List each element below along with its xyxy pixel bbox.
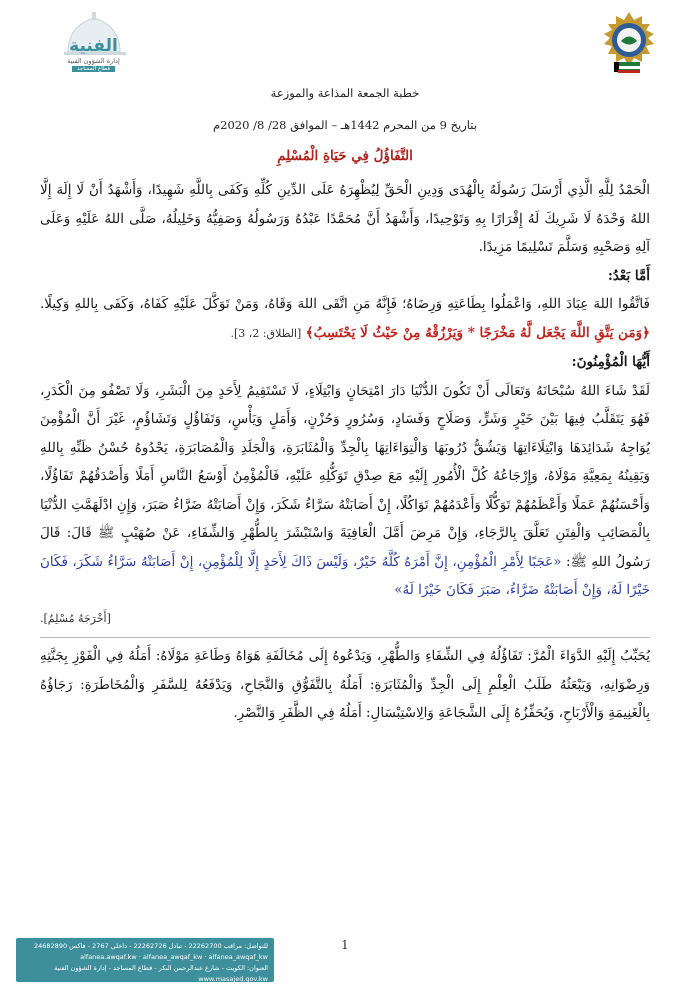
quran-verse: ﴿وَمَن يَتَّقِ اللَّهَ يَجْعَل لَّهُ مَخْرَجًا * وَيَرْزُقْهُ مِنْ حَيْثُ لَا يَحْتَسِبُ﴾ [305,324,650,341]
section-heading-believers: أَيُّهَا الْمُؤْمِنُونَ: [571,354,650,370]
footer-address: العنوان: الكويت - شارع عبدالرحمن البكر - قطاع المساجد - إدارة الشؤون الفنية [54,964,268,972]
section-heading-amma-bad: أَمَّا بَعْدُ: [607,267,650,284]
sermon-type: خطبة الجمعة المذاعة والموزعة [270,86,420,100]
footer-website: www.masajed.gov.kw [198,975,268,983]
taqwa-text: فَاتَّقُوا اللهَ عِبَادَ اللهِ، وَاعْمَلُوا بِطَاعَتِهِ وَرِضَاهُ؛ فَإِنَّهُ مَنِ اتَّقَى اللهَ وَقَاهُ، وَمَنْ تَوَكَّلَ عَلَيْهِ كَفَاهُ، وَكَفَى بِاللهِ وَكِيلًا. [40,296,650,312]
contact-footer [16,938,274,982]
logo-wordmark: الفنية [69,36,118,56]
divider [40,637,650,638]
main-text: لَقَدْ شَاءَ اللهُ سُبْحَانَهُ وَتَعَالَى أَنْ تَكُونَ الدُّنْيَا دَارَ امْتِحَانٍ وَابْتِلَاءٍ، لَا تَسْتَقِيمُ لِأَحَدٍ مِنَ الْبَشَرِ، وَلَا تَصْفُو مِنَ الْكَدَرِ، فَهُوَ يَتَقَلَّبُ فِيهَا بَيْنَ خَيْرٍ وَشَرٍّ، وَصَلَاحٍ وَفَسَادٍ، وَسُرُورٍ وَحُزْنٍ، وَأَمَلٍ وَيَأْسٍ، وَتَفَاؤُلٍ وَتَشَاؤُمٍ، غَيْرَ أَنَّ الْمُؤْمِنَ يُوَاجِهُ شَدَائِدَهَا وَابْتِلَاءَاتِهَا وَيَشُقُّ دُرُوبَهَا وَالْتِوَاءَاتِهَا بِالْجِدِّ وَالْمُثَابَرَةِ، وَالْجَلَدِ وَالْمُصَابَرَةِ، يَحْدُوهُ حُسْنُ ظَنِّهِ بِاللهِ وَيَقِينُهُ بِمَعِيَّةِ مَوْلَاهُ، وَإِرْجَاعُهُ كُلَّ الْأُمُورِ إِلَيْهِ مَعَ صِدْقِ تَوَكُّلِهِ عَلَيْهِ، فَالْمُؤْمِنُ أَوْسَعُ النَّاسِ أَمَلًا وَأَصْدَقُهُمْ تَفَاؤُلًا، وَأَحْسَنُهُمْ عَمَلًا وَأَعْظَمُهُمْ تَوَكُّلًا وَأَعْدَمُهُمْ تَوَاكُلًا، إِنْ أَصَابَتْهُ سَرَّاءُ شَكَرَ، وَإِنْ أَصَابَتْهُ ضَرَّاءُ صَبَرَ، وَإِنِ ادْلَهَمَّتِ الدُّنْيَا بِالْمَصَائِبِ وَالْفِتَنِ تَعَلَّقَ بِالرَّجَاءِ، وَإِنْ مَرِضَ أَمَّلَ الْعَافِيَةَ وَاسْتَبْشَرَ بِالطُّهْرِ وَالشِّفَاءِ، عَنْ صُهَيْبٍ ﷺ قَالَ: قَالَ رَسُولُ اللهِ ﷺ: [40,382,651,570]
page-number: 1 [341,938,349,952]
sermon-title: التَّفَاؤُلُ فِي حَيَاةِ الْمُسْلِمِ [277,148,413,164]
hadith-reference: [أَخْرَجَهُ مُسْلِمٌ]. [40,611,111,625]
logo-subtitle: إدارة الشؤون الفنية [67,57,120,65]
sermon-date: بتاريخ 9 من المحرم 1442هـ – الموافق 28/ 8/ 2020م [213,118,477,132]
department-logo [46,12,141,74]
main-paragraph [40,377,650,605]
closing-paragraph: يُحَبِّبُ إِلَيْهِ الدَّوَاءَ الْمُرَّ: تَفَاؤُلُهُ فِي الشِّفَاءِ وَالطُّهْرِ، وَيَدْعُوهُ إِلَى مُخَالَفَةِ هَوَاهُ وَطَاعَةِ مَوْلَاهُ: أَمَلُهُ فِي الْفَوْزِ بِجَنَّتِهِ وَرِضْوَانِهِ، وَيَبْعَثُهُ طَلَبُ الْعِلْمِ إِلَى الْجِدِّ وَالْمُثَابَرَةِ: أَمَلُهُ بِالتَّفَوُّقِ وَالنَّجَاحِ، وَيَدْفَعُهُ لِلسَّفَرِ وَالْمُخَاطَرَةِ: رَجَاؤُهُ بِالْغَنِيمَةِ وَالْأَرْبَاحِ، وَيُحَفِّزُهُ إِلَى الشَّجَاعَةِ وَالِاسْتِبْسَالِ: أَمَلُهُ فِي الظَّفَرِ وَالنَّصْرِ. [40,648,650,721]
emblem-icon [598,10,660,78]
sermon-body [40,176,650,728]
opening-paragraph: الْحَمْدُ لِلَّهِ الَّذِي أَرْسَلَ رَسُولَهُ بِالْهُدَى وَدِينِ الْحَقِّ لِيُظْهِرَهُ عَلَى الدِّينِ كُلِّهِ وَكَفَى بِاللَّهِ شَهِيدًا، وَأَشْهَدُ أَنْ لَا إِلَهَ إِلَّا اللهُ وَحْدَهُ لَا شَرِيكَ لَهُ إِقْرَارًا بِهِ وَتَوْحِيدًا، وَأَشْهَدُ أَنَّ مُحَمَّدًا عَبْدُهُ وَرَسُولُهُ وَصَفِيُّهُ وَخَلِيلُهُ، صَلَّى اللهُ عَلَيْهِ وَعَلَى آلِهِ وَصَحْبِهِ وَسَلَّمَ تَسْلِيمًا مَزِيدًا. [40,182,650,255]
footer-phones: للتواصل: مراقب 22262700 - تبادل 22262726 - داخلي 2767 - فاكس 24682890 [34,942,268,950]
logo-subtitle-2: قطاع المساجد [72,66,115,72]
kuwait-emblem [598,10,660,78]
hadith-quote: «عَجَبًا لِأَمْرِ الْمُؤْمِنِ، إِنَّ أَمْرَهُ كُلَّهُ خَيْرٌ، وَلَيْسَ ذَاكَ لِأَحَدٍ إِلَّا لِلْمُؤْمِنِ، إِنْ أَصَابَتْهُ سَرَّاءُ شَكَرَ، فَكَانَ خَيْرًا لَهُ، وَإِنْ أَصَابَتْهُ ضَرَّاءُ، صَبَرَ فَكَانَ خَيْرًا لَهُ» [40,553,650,598]
footer-social: alfanea.awqaf.kw · alfanea_awqaf_kw · alfanea_awqaf_kw [80,953,268,961]
taqwa-paragraph [40,290,650,348]
quran-reference: [الطلاق: 2، 3]. [230,326,302,340]
